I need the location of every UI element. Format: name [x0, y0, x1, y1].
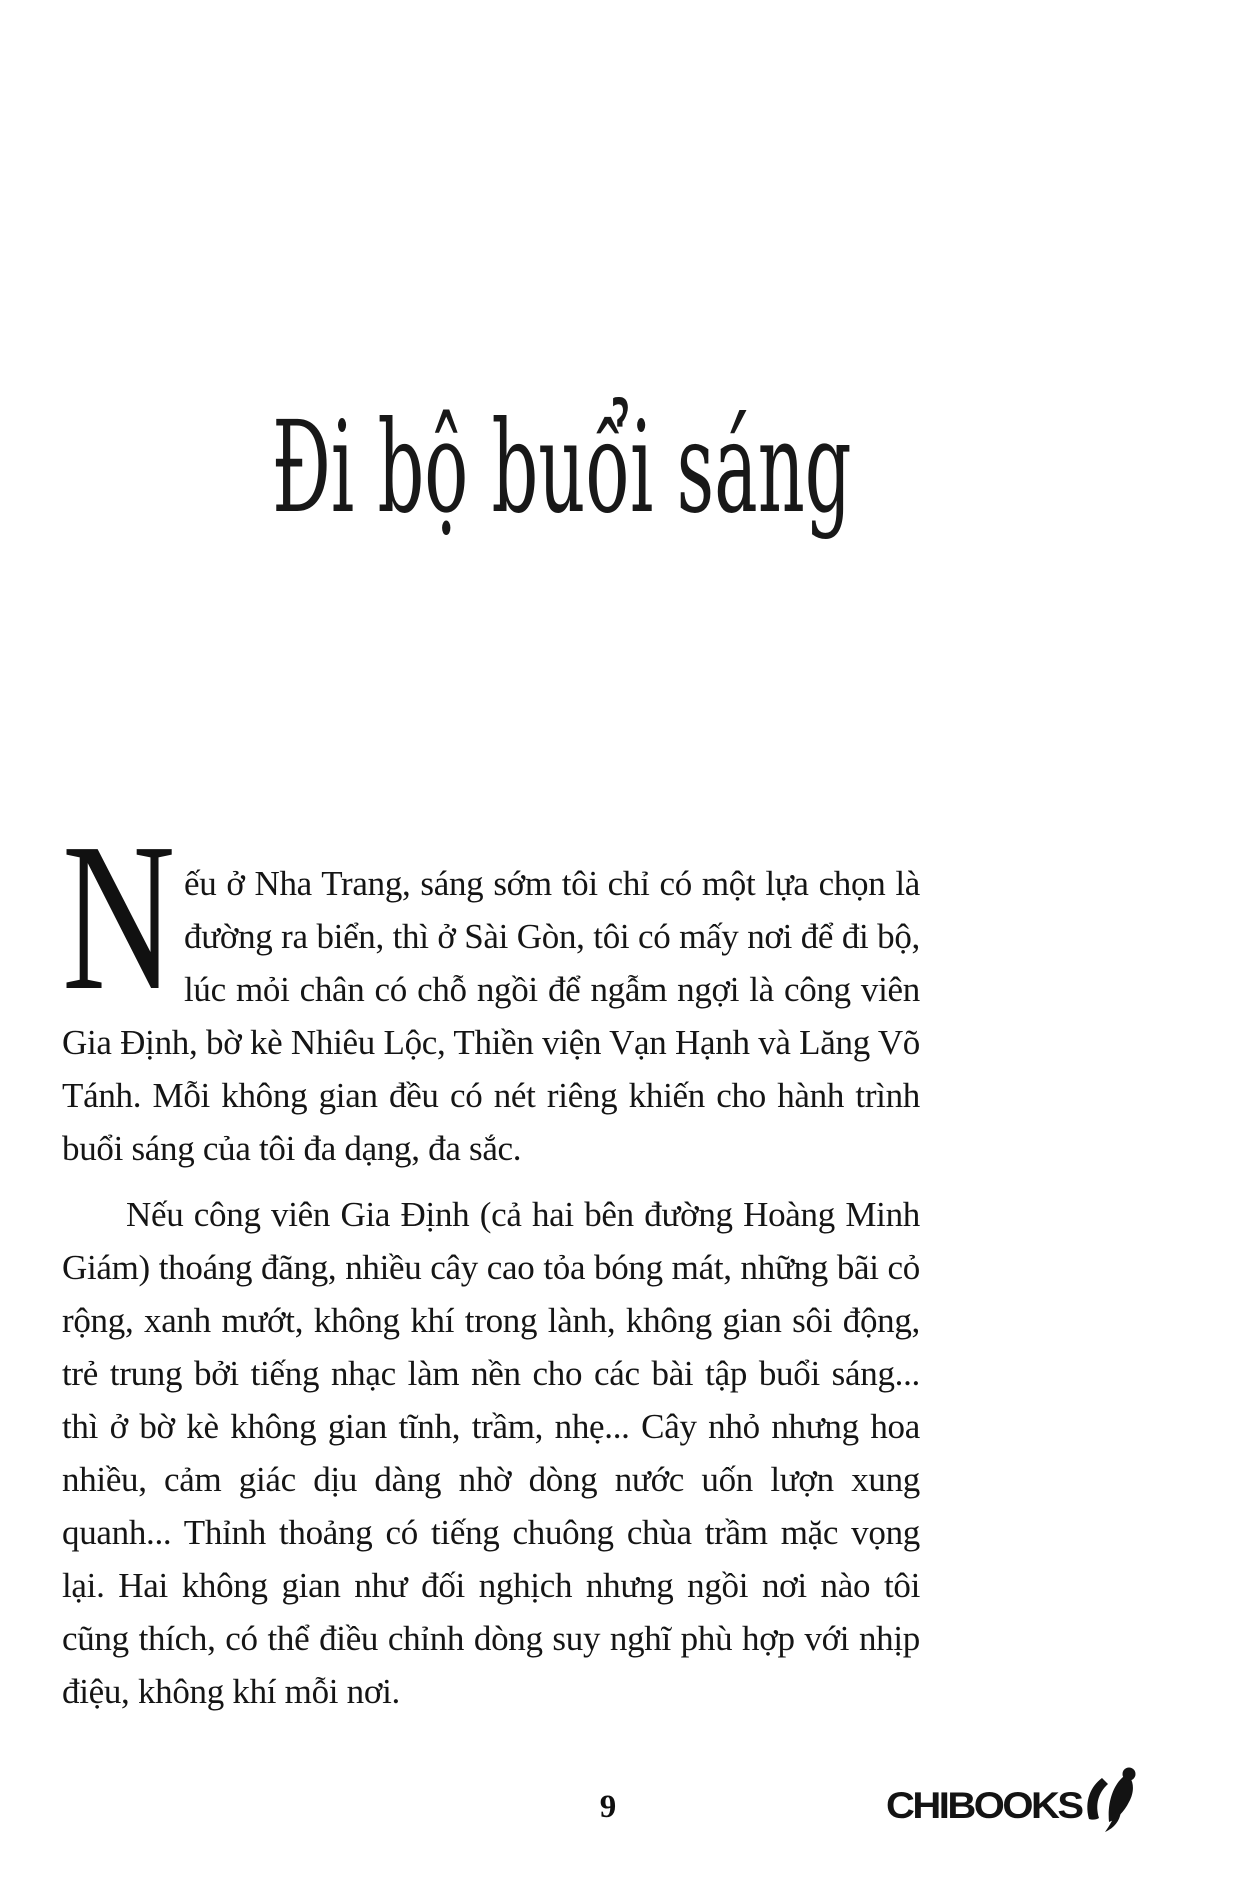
page-number: 9 — [599, 1789, 617, 1825]
drop-cap-letter: N — [62, 799, 176, 1034]
chapter-title — [62, 392, 920, 543]
publisher-logo-text: CHIBOOKS — [886, 1785, 1082, 1827]
publisher-logo — [886, 1780, 1139, 1833]
paragraph-1-text: ếu ở Nha Trang, sáng sớm tôi chỉ có một lựa chọn là đường ra biển, thì ở Sài Gòn, tôi có mấy nơi để đi bộ, lúc mỏi chân có chỗ ngồi để ngẫm ngợi là công viên Gia Định, bờ kè Nhiêu Lộc, Thiền viện Vạn Hạnh và Lăng Võ Tánh. Mỗi không gian đều có nét riêng khiến cho hành trình buổi sáng của tôi đa dạng, đa sắc. — [62, 864, 920, 1168]
open-book-icon — [1075, 1767, 1139, 1833]
paragraph-2: Nếu công viên Gia Định (cả hai bên đường Hoàng Minh Giám) thoáng đãng, nhiều cây cao tỏa bóng mát, những bãi cỏ rộng, xanh mướt, không khí trong lành, không gian sôi động, trẻ trung bởi tiếng nhạc làm nền cho các bài tập buổi sáng... thì ở bờ kè không gian tĩnh, trầm, nhẹ... Cây nhỏ nhưng hoa nhiều, cảm giác dịu dàng nhờ dòng nước uốn lượn xung quanh... Thỉnh thoảng có tiếng chuông chùa trầm mặc vọng lại. Hai không gian như đối nghịch nhưng ngồi nơi nào tôi cũng thích, có thể điều chỉnh dòng suy nghĩ phù hợp với nhịp điệu, không khí mỗi nơi. — [62, 1195, 920, 1711]
chapter-title-text: Đi bộ buổi sáng — [271, 394, 852, 541]
body-text — [62, 799, 920, 1718]
drop-cap — [62, 799, 184, 1034]
paragraph-1 — [62, 799, 920, 1175]
